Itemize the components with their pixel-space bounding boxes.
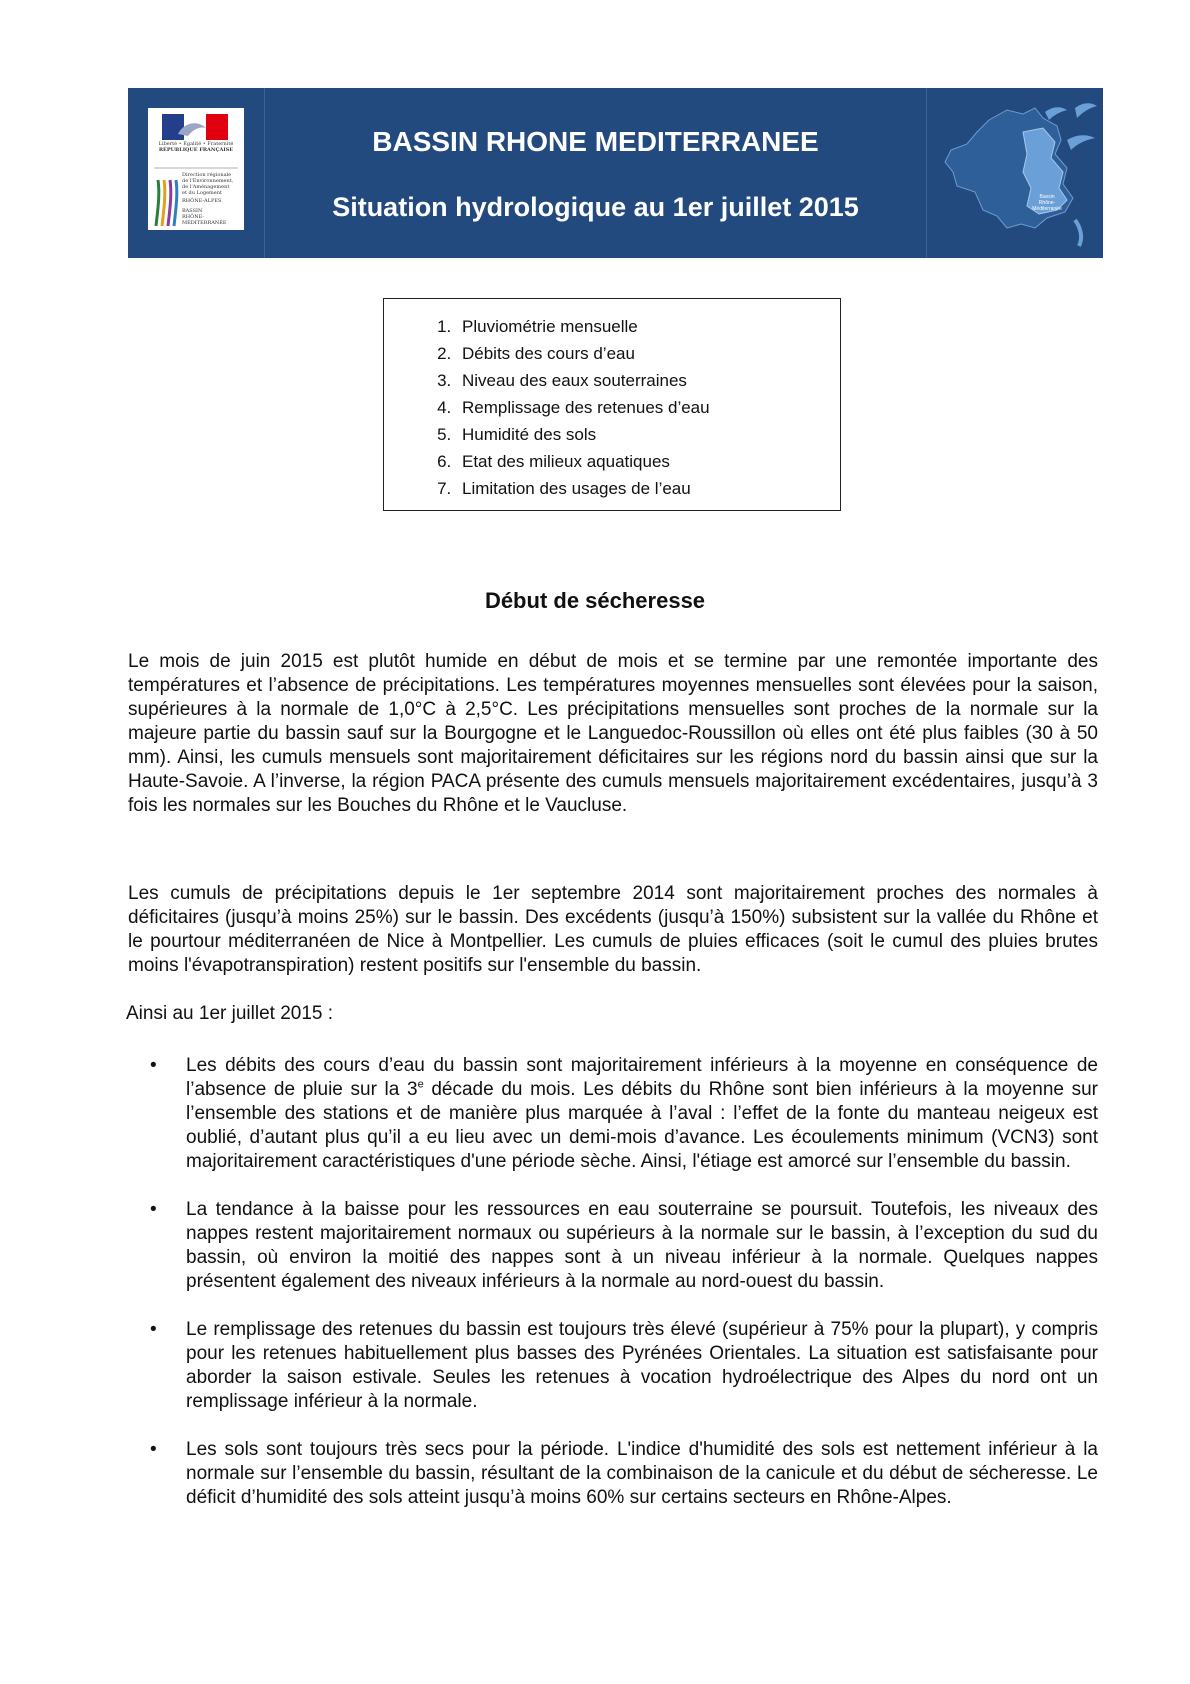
logo-agency-line-4: et du Logement — [182, 190, 222, 196]
bullet-dot: • — [150, 1199, 157, 1220]
list-item — [128, 1198, 1098, 1294]
list-item — [128, 1438, 1098, 1510]
page-title: BASSIN RHONE MEDITERRANEE — [372, 126, 819, 157]
bullet-text-reservoirs: Le remplissage des retenues du bassin est toujours très élevé (supérieur à 75% pour la plupart), y compris pour les retenues habituellement plus basses des Pyrénées Orientales. La situation est satisfaisante pour aborder la saison estivale. Seules les retenues à vocation hydroélectrique des Alpes du nord ont un remplissage inférieur à la normale. — [186, 1319, 1098, 1412]
page-subtitle: Situation hydrologique au 1er juillet 2015 — [332, 192, 859, 222]
logo-basin-line-2: RHÔNE-MÉDITERRANÉE — [182, 214, 227, 226]
bullet-text-soil-moisture: Les sols sont toujours très secs pour la période. L'indice d'humidité des sols est nettement inférieur à la normale sur l’ensemble du bassin, résultant de la combinaison de la canicule et du début de sécheresse. Le déficit d’humidité des sols atteint jusqu’à moins 60% sur certains secteurs en Rhône-Alpes. — [186, 1439, 1098, 1508]
section-title: Début de sécheresse — [484, 588, 706, 613]
map-cell — [926, 88, 1103, 258]
paragraph-cumulative-rainfall: Les cumuls de précipitations depuis le 1er septembre 2014 sont majoritairement proches des normales à déficitaires (jusqu’à moins 25%) sur le bassin. Des excédents (jusqu’à 150%) subsistent sur la vallée du Rhône et le pourtour méditerranéen de Nice à Montpellier. Les cumuls de pluies efficaces (soit le cumul des pluies brutes moins l'évapotranspiration) restent positifs sur l'ensemble du bassin. — [128, 883, 1098, 976]
toc-item: 5. Humidité des sols — [456, 421, 840, 448]
toc-item: 6. Etat des milieux aquatiques — [456, 448, 840, 475]
logo-agency-line-2: de l'Environnement, — [182, 178, 234, 184]
header-banner — [128, 88, 1103, 258]
logo-cell — [128, 88, 265, 258]
paragraph-june-summary: Le mois de juin 2015 est plutôt humide en début de mois et se termine par une remontée importante des températures et l’absence de précipitations. Les températures moyennes mensuelles sont élevées pour la saison, supérieures à la normale de 1,0°C à 2,5°C. Les précipitations mensuelles sont proches de la normale sur la majeure partie du bassin sauf sur la Bourgogne et le Languedoc-Roussillon où elles ont été plus faibles (30 à 50 mm). Ainsi, les cumuls mensuels sont majoritairement déficitaires sur les régions nord du bassin ainsi que sur la Haute-Savoie. A l’inverse, la région PACA présente des cumuls mensuels majoritairement excédentaires, jusqu’à 3 fois les normales sur les Bouches du Rhône et le Vaucluse. — [128, 651, 1098, 816]
france-basin-map-icon — [927, 88, 1103, 258]
list-item — [128, 1054, 1098, 1174]
toc-item: 7. Limitation des usages de l’eau — [456, 475, 840, 502]
list-item — [128, 1318, 1098, 1414]
logo-region: RHÔNE-ALPES — [182, 198, 222, 204]
toc-item: 2. Débits des cours d’eau — [456, 340, 840, 367]
bullet-dot: • — [150, 1319, 157, 1340]
republique-francaise-logo — [148, 108, 244, 230]
toc-item: 4. Remplissage des retenues d’eau — [456, 394, 840, 421]
bullet-text-groundwater: La tendance à la baisse pour les ressources en eau souterraine se poursuit. Toutefois, les niveaux des nappes restent majoritairement normaux ou supérieurs à la normale sur le bassin, à l’exception du sud du bassin, où environ la moitié des nappes sont à un niveau inférieur à la normale. Quelques nappes présentent également des niveaux inférieurs à la normale au nord-ouest du bassin. — [186, 1199, 1098, 1292]
logo-republic: RÉPUBLIQUE FRANÇAISE — [158, 147, 234, 153]
toc-item: 1. Pluviométrie mensuelle — [456, 313, 840, 340]
intro-line: Ainsi au 1er juillet 2015 : — [126, 1003, 334, 1024]
logo-motto: Liberté • Égalité • Fraternité — [158, 141, 234, 147]
map-label-line-1: Bassin — [1039, 194, 1055, 200]
toc-item: 3. Niveau des eaux souterraines — [456, 367, 840, 394]
logo-agency-line-1: Direction régionale — [182, 172, 232, 178]
logo-agency-line-3: de l'Aménagement — [182, 184, 230, 190]
logo-basin-line-1: BASSIN — [182, 208, 203, 214]
bullet-text-part: décade du mois. Les débits du Rhône sont bien inférieurs à la moyenne sur l’ensemble des stations et de manière plus marquée à l’aval : l’effet de la fonte du manteau neigeux est oublié, d’autant plus qu’il a eu lieu avec un demi-mois d’avance. Les écoulements minimum (VCN3) sont majoritairement caractéristiques d'une période sèche. Ainsi, l'étiage est amorcé sur l’ensemble du bassin. — [186, 1079, 1098, 1172]
table-of-contents — [383, 298, 841, 511]
bullet-text-part: Les débits des cours d’eau du bassin sont majoritairement inférieurs à la moyenne en conséquence de l’absence de pluie sur la 3 — [186, 1055, 1098, 1100]
bullet-dot: • — [150, 1055, 157, 1076]
map-label-line-2: Rhône- — [1038, 200, 1056, 206]
bullet-text-river-flows — [186, 1055, 1098, 1172]
superscript: e — [417, 1078, 424, 1091]
map-label-line-3: Méditerranée — [1032, 206, 1062, 212]
bullet-dot: • — [150, 1439, 157, 1460]
situation-bullet-list — [128, 1054, 1098, 1534]
